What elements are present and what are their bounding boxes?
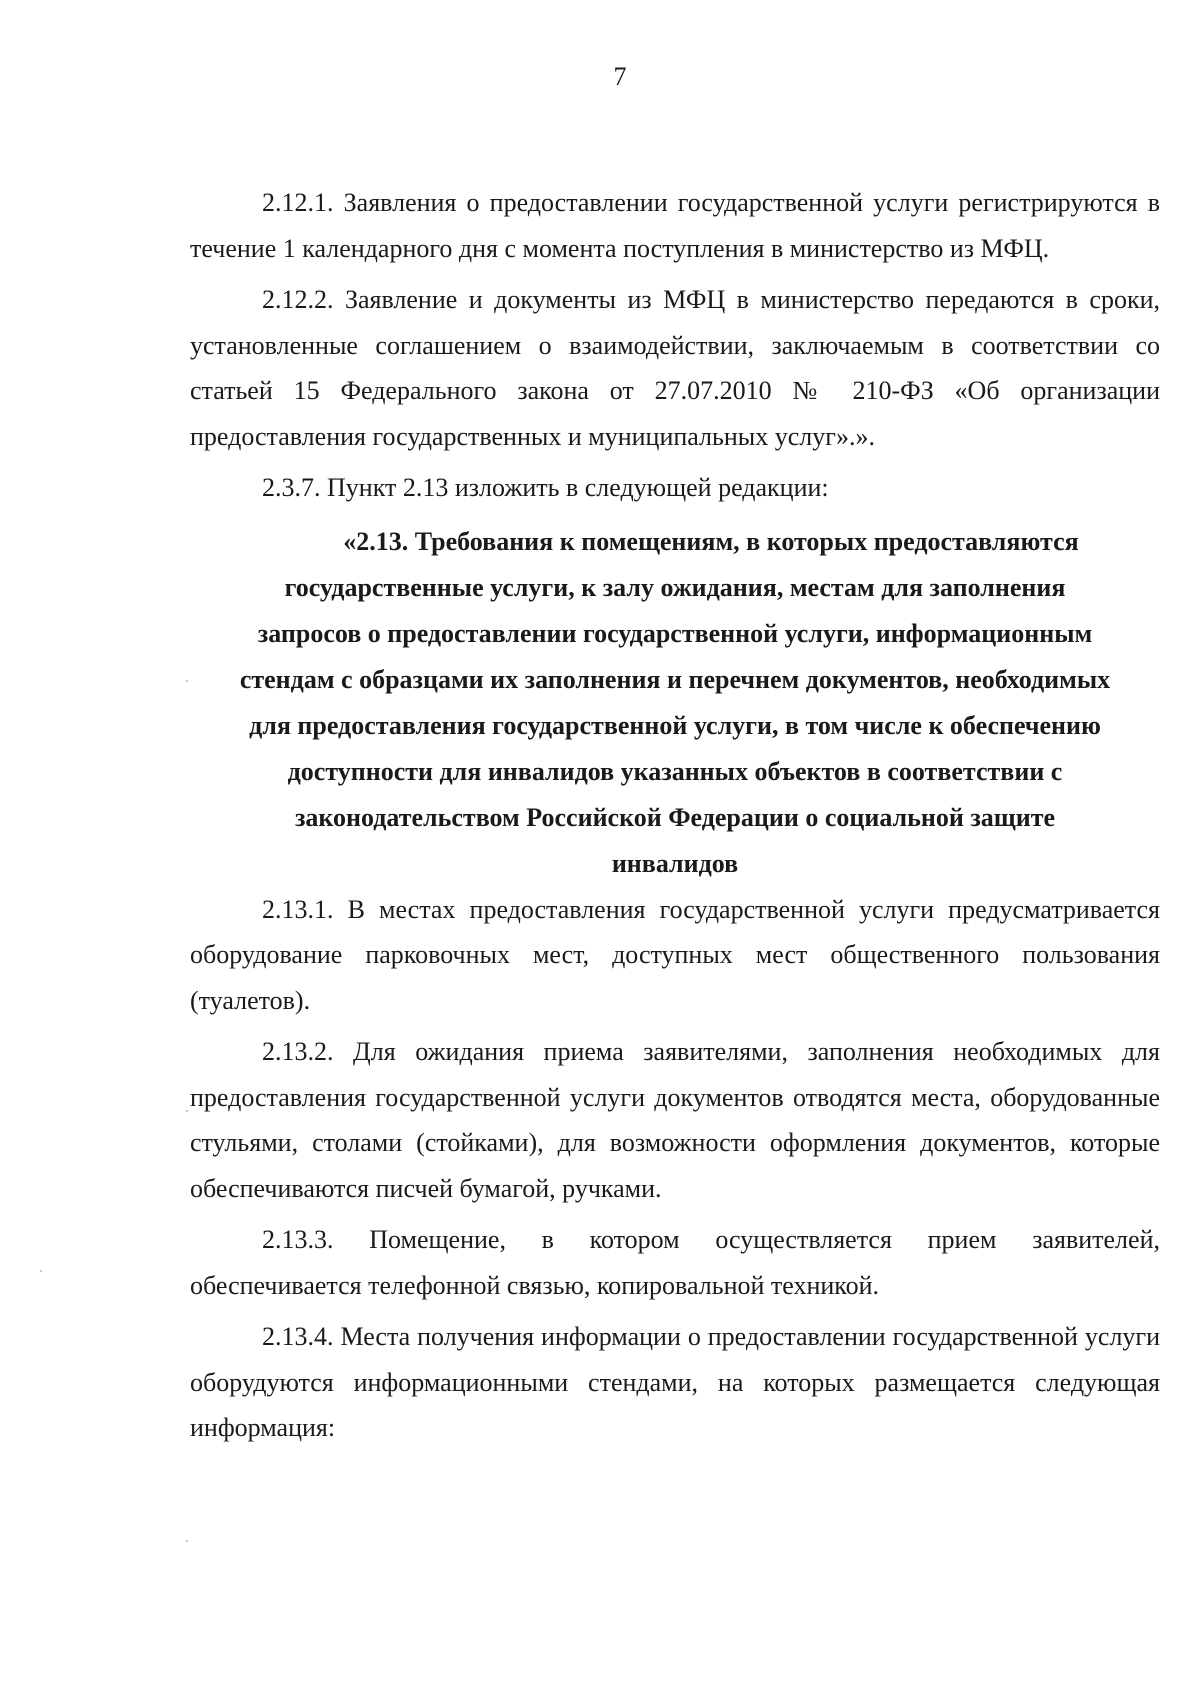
section-heading <box>190 519 1160 887</box>
heading-line: законодательством Российской Федерации о социальной защите <box>294 802 1056 832</box>
scan-speck <box>186 1110 188 1112</box>
paragraph-2-13-3: 2.13.3. Помещение, в котором осуществляется прием заявителей, обеспечивается телефонной связью, копировальной техникой. <box>190 1225 1160 1300</box>
page-number: 7 <box>613 62 627 91</box>
heading-line: «2.13. Требования к помещениям, в которых предоставляются <box>343 526 1079 556</box>
heading-line: государственные услуги, к залу ожидания, местам для заполнения <box>284 572 1066 602</box>
heading-line: для предоставления государственной услуги, в том числе к обеспечению <box>249 710 1101 740</box>
paragraph-2-13-2: 2.13.2. Для ожидания приема заявителями, заполнения необходимых для предоставления государственной услуги документов отводятся места, оборудованные стульями, столами (стойками), для возможности оформления документов, которые обеспечиваются писчей бумагой, ручками. <box>190 1037 1160 1203</box>
scan-speck <box>186 1540 188 1542</box>
document-body <box>190 180 1160 1451</box>
scan-speck <box>186 680 188 682</box>
paragraph-2-13-4: 2.13.4. Места получения информации о предоставлении государственной услуги оборудуются информационными стендами, на которых размещается следующая информация: <box>190 1322 1160 1442</box>
scan-speck <box>40 1270 42 1272</box>
paragraph-2-12-1: 2.12.1. Заявления о предоставлении государственной услуги регистрируются в течение 1 календарного дня с момента поступления в министерство из МФЦ. <box>190 188 1160 263</box>
heading-line: доступности для инвалидов указанных объектов в соответствии с <box>287 756 1063 786</box>
heading-line: инвалидов <box>611 848 739 878</box>
heading-line: запросов о предоставлении государственной услуги, информационным <box>257 618 1093 648</box>
heading-line: стендам с образцами их заполнения и перечнем документов, необходимых <box>239 664 1111 694</box>
paragraph-2-13-1: 2.13.1. В местах предоставления государственной услуги предусматривается оборудование парковочных мест, доступных мест общественного пользования (туалетов). <box>190 894 1160 1015</box>
paragraph-2-3-7: 2.3.7. Пункт 2.13 изложить в следующей редакции: <box>262 473 829 502</box>
paragraph-2-12-2: 2.12.2. Заявление и документы из МФЦ в министерство передаются в сроки, установленные соглашением о взаимодействии, заключаемым в соответствии со статьей 15 Федерального закона от 27.07.2010 № 210-ФЗ «Об организации предоставления государственных и муниципальных услуг».». <box>190 285 1160 451</box>
